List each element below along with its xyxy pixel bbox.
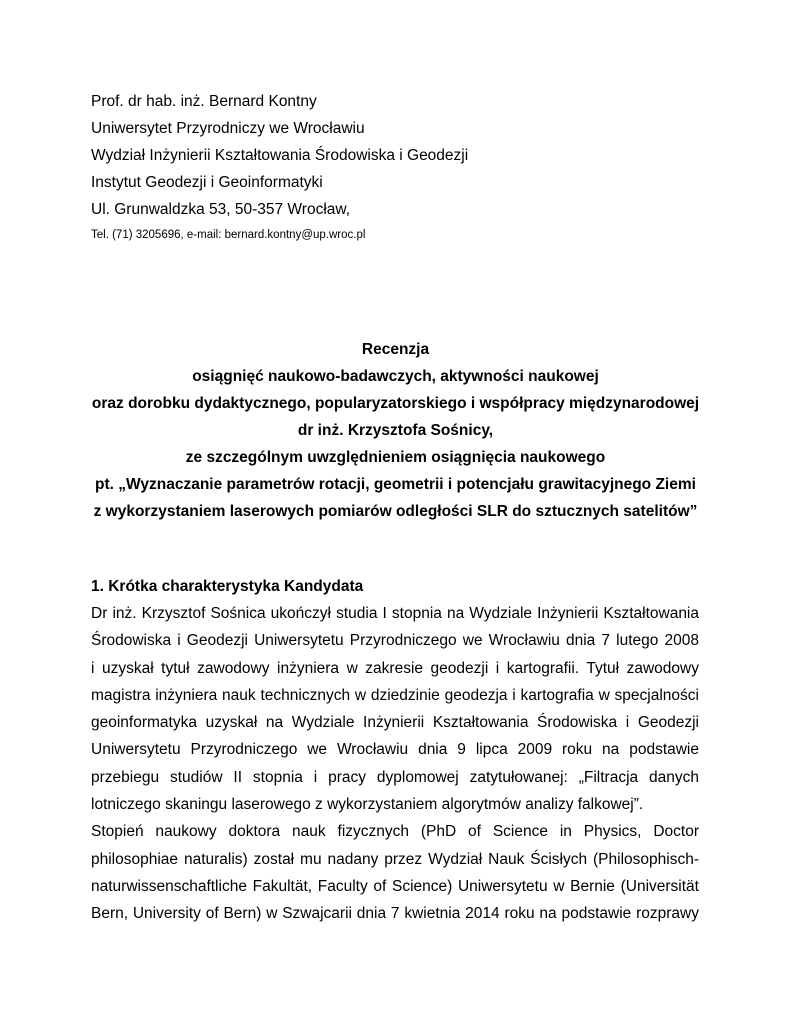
review-title <box>60 336 731 525</box>
paragraph-line: i uzyskał tytuł zawodowy inżyniera w zakresie geodezji i kartografii. Tytuł zawodowy <box>91 659 699 677</box>
paragraph-line: przebiegu studiów II stopnia i pracy dyplomowej zatytułowanej: „Filtracja danych <box>91 768 699 786</box>
title-line: osiągnięć naukowo-badawczych, aktywności naukowej <box>192 368 599 385</box>
author-institute: Instytut Geodezji i Geoinformatyki <box>91 174 323 191</box>
paragraph-line: philosophiae naturalis) został mu nadany przez Wydział Nauk Ścisłych (Philosophisch- <box>91 850 699 868</box>
title-line: z wykorzystaniem laserowych pomiarów odległości SLR do sztucznych satelitów” <box>93 503 698 520</box>
paragraph-line: naturwissenschaftliche Fakultät, Faculty of Science) Uniwersytetu w Bernie (Universität <box>91 877 699 895</box>
paragraph-line: magistra inżyniera nauk technicznych w dziedzinie geodezja i kartografia w specjalności <box>91 686 699 704</box>
title-line: dr inż. Krzysztofa Sośnicy, <box>297 422 494 439</box>
paragraph-line: lotniczego skaningu laserowego z wykorzystaniem algorytmów analizy falkowej”. <box>91 796 644 814</box>
author-faculty: Wydział Inżynierii Kształtowania Środowiska i Geodezji <box>91 147 469 164</box>
paragraph-line: Uniwersytetu Przyrodniczego we Wrocławiu dnia 9 lipca 2009 roku na podstawie <box>91 741 699 759</box>
section-candidate-summary <box>91 573 699 928</box>
title-line: Recenzja <box>361 341 430 358</box>
paragraph-line: Stopień naukowy doktora nauk fizycznych (PhD of Science in Physics, Doctor <box>91 823 699 841</box>
author-header <box>91 88 711 245</box>
paragraph-line: Bern, University of Bern) w Szwajcarii dnia 7 kwietnia 2014 roku na podstawie rozprawy <box>91 905 699 923</box>
author-address: Ul. Grunwaldzka 53, 50-357 Wrocław, <box>91 201 351 218</box>
title-line: ze szczególnym uwzględnieniem osiągnięcia naukowego <box>185 449 606 466</box>
author-name: Prof. dr hab. inż. Bernard Kontny <box>91 93 317 110</box>
paragraph-line: geoinformatyka uzyskał na Wydziale Inżynierii Kształtowania Środowiska i Geodezji <box>91 714 699 732</box>
author-contact: Tel. (71) 3205696, e-mail: bernard.kontny@up.wroc.pl <box>91 229 366 241</box>
section-heading: 1. Krótka charakterystyka Kandydata <box>91 578 364 595</box>
paragraph-line: Środowiska i Geodezji Uniwersytetu Przyrodniczego we Wrocławiu dnia 7 lutego 2008 <box>91 632 699 650</box>
title-line: oraz dorobku dydaktycznego, popularyzatorskiego i współpracy międzynarodowej <box>91 395 700 412</box>
title-line: pt. „Wyznaczanie parametrów rotacji, geometrii i potencjału grawitacyjnego Ziemi <box>95 476 696 493</box>
author-university: Uniwersytet Przyrodniczy we Wrocławiu <box>91 120 365 137</box>
paragraph-line: Dr inż. Krzysztof Sośnica ukończył studia I stopnia na Wydziale Inżynierii Kształtowania <box>91 605 699 622</box>
